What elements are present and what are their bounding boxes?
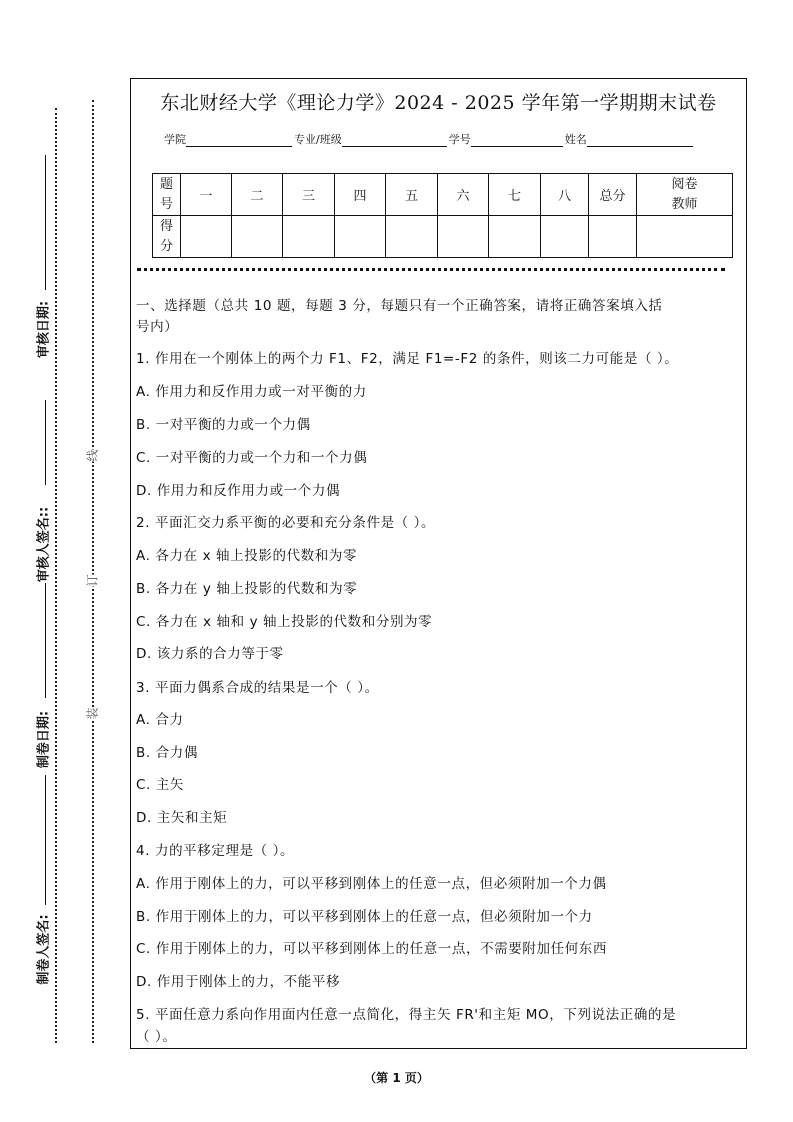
paper-date-blank[interactable] [45,583,46,698]
college-label: 学院 [164,133,186,146]
question-number-row [153,174,733,216]
binding-mark-bind: 装 [85,707,100,720]
name-label: 姓名 [564,133,587,146]
reviewer-signature-label: 审核人签名:: [36,506,52,583]
exam-title: 东北财经大学《理论力学》2024 - 2025 学年第一学期期末试卷 [160,92,717,114]
score-table [152,173,733,258]
option-text: A. 合力 [136,712,184,728]
question-text: 1. 作用在一个刚体上的两个力 F1、F2，满足 F1=-F2 的条件，则该二力可能是（ ）。 [136,351,679,367]
col-7: 七 [489,174,541,216]
page-number: （第 1 页） [364,1071,429,1085]
review-date-label: 审核日期: [36,300,52,359]
binding-mark-line: 线 [85,449,100,462]
question-text: 3. 平面力偶系合成的结果是一个（ ）。 [136,680,379,696]
option-text: B. 作用于刚体上的力，可以平移到刚体上的任意一点，但必须附加一个力 [136,909,593,925]
option-text: C. 各力在 x 轴和 y 轴上投影的代数和分别为零 [136,614,433,630]
reviewer-header: 阅卷 教师 [637,174,733,216]
student-id-label: 学号 [448,133,471,146]
option-text: C. 主矢 [136,777,185,793]
exam-frame [130,78,747,1049]
section-heading: 号内） [136,319,179,335]
question-text: 5. 平面任意力系向作用面内任意一点简化，得主矢 FR'和主矩 MO，下列说法正确的是 [136,1007,677,1023]
paper-date-label: 制卷日期: [36,710,52,769]
major-class-field[interactable] [342,134,447,147]
review-date-blank[interactable] [45,155,46,290]
option-text: D. 该力系的合力等于零 [136,646,284,662]
section-heading: 一、选择题（总共 10 题，每题 3 分，每题只有一个正确答案，请将正确答案填入括 [136,298,663,314]
score-cell[interactable] [335,216,386,258]
col-5: 五 [386,174,438,216]
col-3: 三 [283,174,335,216]
student-id-field[interactable] [471,134,563,147]
option-text: A. 各力在 x 轴上投影的代数和为零 [136,548,358,564]
score-row [153,216,733,258]
option-text: B. 合力偶 [136,745,198,761]
col-8: 八 [541,174,589,216]
score-cell[interactable] [283,216,335,258]
score-cell[interactable] [438,216,489,258]
binding-mark-staple: 订 [85,574,100,587]
score-header: 得 分 [153,216,181,258]
option-text: D. 作用于刚体上的力，不能平移 [136,974,341,990]
option-text: C. 一对平衡的力或一个力和一个力偶 [136,450,368,466]
option-text: A. 作用于刚体上的力，可以平移到刚体上的任意一点，但必须附加一个力偶 [136,876,607,892]
signature-margin-dotted-line [55,108,57,1043]
score-cell[interactable] [232,216,283,258]
question-text: 2. 平面汇交力系平衡的必要和充分条件是（ ）。 [136,515,436,531]
col-1: 一 [181,174,232,216]
col-total: 总分 [589,174,637,216]
name-field[interactable] [587,134,693,147]
col-4: 四 [335,174,386,216]
col-2: 二 [232,174,283,216]
option-text: C. 作用于刚体上的力，可以平移到刚体上的任意一点，不需要附加任何东西 [136,941,608,957]
paper-maker-signature-blank[interactable] [45,775,46,905]
college-field[interactable] [186,134,292,147]
question-number-header: 题 号 [153,174,181,216]
col-6: 六 [438,174,489,216]
paper-maker-signature-label: 制卷人签名: [36,914,52,985]
score-cell[interactable] [489,216,541,258]
question-text: 4. 力的平移定理是（ ）。 [136,843,295,859]
major-class-label: 专业/班级 [294,133,342,146]
option-text: D. 主矢和主矩 [136,810,228,826]
reviewer-cell[interactable] [637,216,733,258]
reviewer-signature-blank[interactable] [45,400,46,485]
score-cell[interactable] [181,216,232,258]
option-text: B. 一对平衡的力或一个力偶 [136,417,311,433]
score-cell-total[interactable] [589,216,637,258]
score-cell[interactable] [386,216,438,258]
option-text: D. 作用力和反作用力或一个力偶 [136,483,341,499]
option-text: B. 各力在 y 轴上投影的代数和为零 [136,581,358,597]
score-cell[interactable] [541,216,589,258]
option-text: A. 作用力和反作用力或一对平衡的力 [136,384,367,400]
option-text: （ ）。 [136,1029,177,1045]
student-info-row [164,131,695,147]
binding-dotted-line [92,100,94,1043]
header-divider [137,268,725,271]
